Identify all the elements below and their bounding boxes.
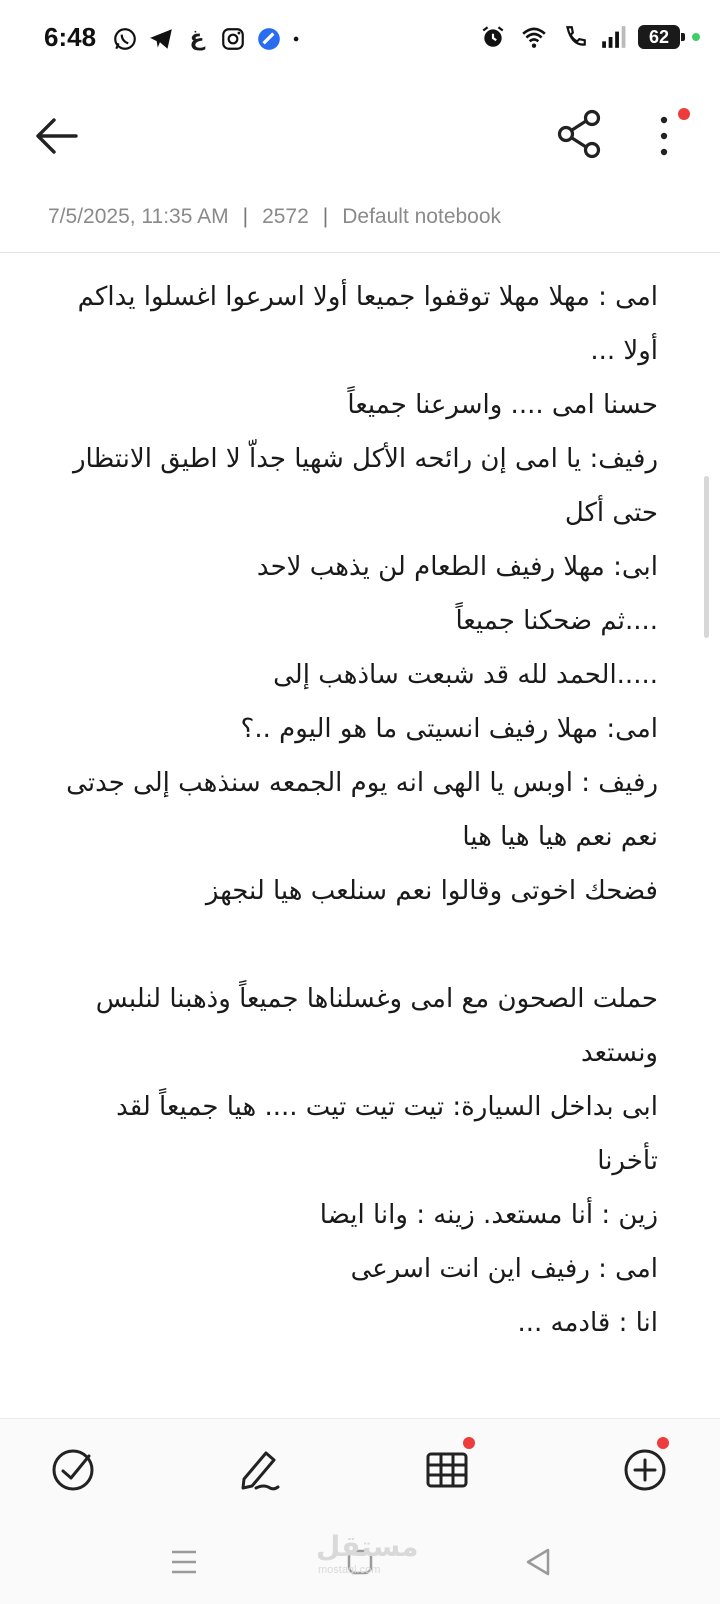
- recent-apps-icon[interactable]: [164, 1542, 204, 1582]
- note-toolbar: [0, 1418, 720, 1529]
- whatsapp-icon: [112, 26, 138, 52]
- add-notification-dot: [657, 1437, 669, 1449]
- note-line: انا : قادمه ...: [517, 1308, 658, 1338]
- notification-icons: [112, 26, 306, 52]
- checklist-icon[interactable]: [48, 1445, 98, 1495]
- note-content[interactable]: [48, 270, 658, 1350]
- wifi-call-icon: [562, 24, 588, 50]
- note-meta: [48, 205, 501, 229]
- alarm-icon: [480, 24, 506, 50]
- note-line: ابى بداخل السيارة: تيت تيت تيت .... هيا جميعاً لقد تأخرنا: [116, 1092, 658, 1176]
- note-line: رفيف : اوبس يا الهى انه يوم الجمعه سنذهب إلى جدتى: [66, 768, 658, 798]
- share-icon[interactable]: [556, 108, 604, 160]
- note-line: امى: مهلا رفيف انسيتى ما هو اليوم ..؟: [240, 714, 658, 744]
- note-line: فضحك اخوتى وقالوا نعم سنلعب هيا لنجهز: [205, 876, 658, 906]
- instagram-icon: [220, 26, 246, 52]
- note-blank-line: [48, 918, 658, 972]
- notification-dot: [678, 108, 690, 120]
- note-line: .....الحمد لله قد شبعت ساذهب إلى: [273, 660, 658, 690]
- note-line: ....ثم ضحكنا جميعاً: [455, 606, 658, 636]
- dot-icon: [292, 26, 306, 52]
- note-line: امى : مهلا مهلا توقفوا جميعا أولا اسرعوا اغسلوا يداكم أولا ...: [77, 282, 658, 366]
- app-icon: [256, 26, 282, 52]
- note-line: ابى: مهلا رفيف الطعام لن يذهب لاحد: [256, 552, 658, 582]
- header-divider: [0, 252, 720, 253]
- note-datetime: 7/5/2025, 11:35 AM: [48, 205, 229, 228]
- watermark: مستقل: [316, 1530, 419, 1563]
- battery-icon: [638, 25, 680, 49]
- add-circle-icon[interactable]: [620, 1445, 670, 1495]
- note-line: رفيف: يا امى إن رائحه الأكل شهيا جداّ لا اطيق الانتظار حتى أكل: [73, 444, 658, 528]
- note-line: زين : أنا مستعد. زينه : وانا ايضا: [319, 1200, 658, 1230]
- signal-icon: [600, 24, 626, 50]
- ghayn-letter-icon: غ: [189, 26, 205, 51]
- table-icon[interactable]: [422, 1445, 472, 1495]
- table-notification-dot: [463, 1437, 475, 1449]
- back-triangle-icon[interactable]: [518, 1542, 558, 1582]
- meta-separator: |: [242, 205, 249, 228]
- app-bar: [0, 90, 720, 180]
- more-vertical-icon[interactable]: [646, 108, 682, 164]
- note-line: نعم نعم هيا هيا هيا: [462, 822, 658, 852]
- scrollbar[interactable]: [704, 476, 709, 638]
- status-bar: [0, 0, 720, 84]
- notebook-name[interactable]: Default notebook: [342, 205, 502, 228]
- system-icons: [480, 24, 700, 50]
- arrow-left-icon[interactable]: [30, 110, 82, 162]
- status-time: 6:48: [44, 22, 97, 52]
- privacy-indicator-dot: [692, 33, 700, 41]
- note-line: امى : رفيف اين انت اسرعى: [350, 1254, 658, 1284]
- handwriting-pen-icon[interactable]: [234, 1445, 284, 1495]
- battery-level: 62: [648, 26, 670, 47]
- telegram-icon: [148, 26, 174, 52]
- meta-separator: |: [322, 205, 329, 228]
- watermark-sub: mostaql.com: [318, 1564, 381, 1576]
- note-line: حسنا امى .... واسرعنا جميعاً: [347, 390, 658, 420]
- note-word-count: 2572: [262, 205, 309, 228]
- note-line: حملت الصحون مع امى وغسلناها جميعاً وذهبنا لنلبس ونستعد: [95, 984, 658, 1068]
- wifi-icon: [518, 24, 550, 50]
